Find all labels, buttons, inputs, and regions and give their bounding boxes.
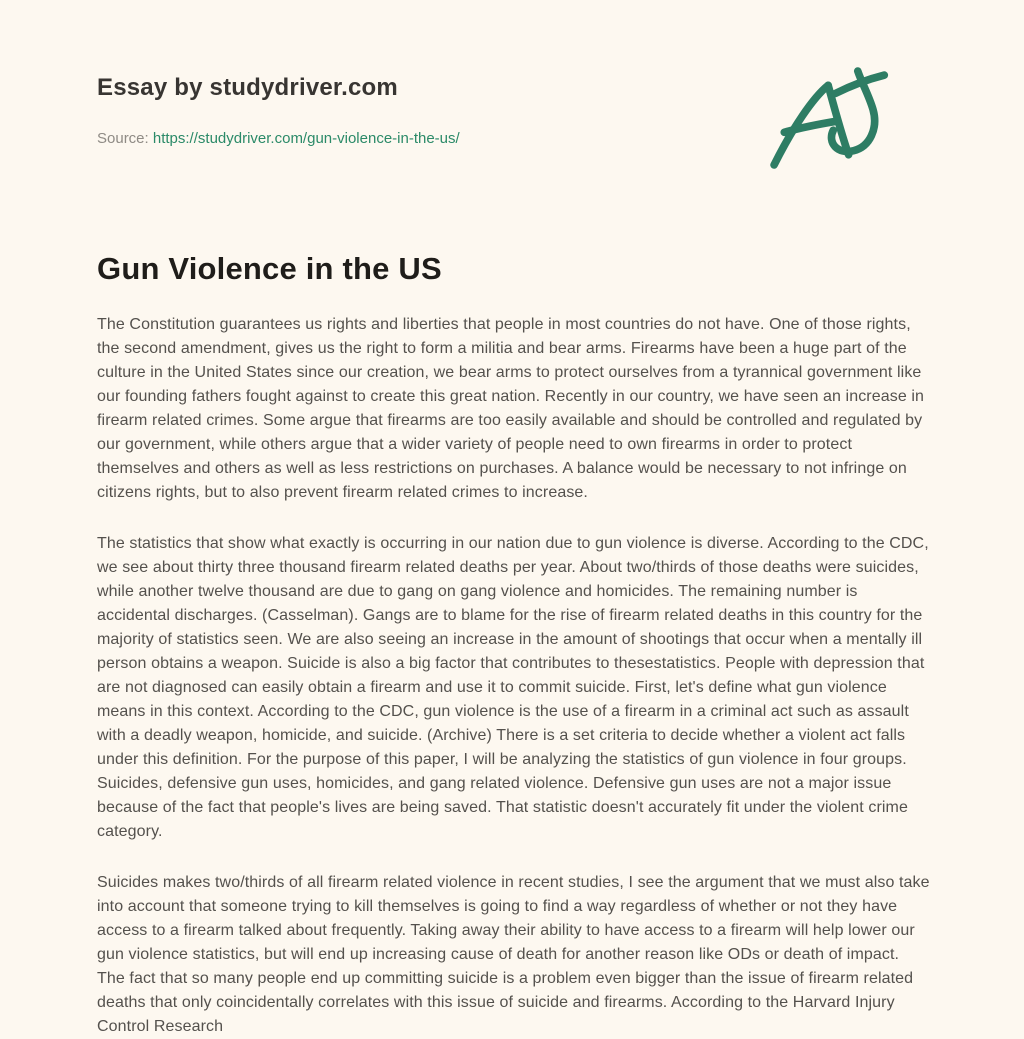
essay-article xyxy=(97,250,930,1039)
header-text-block xyxy=(97,68,460,148)
essay-title: Gun Violence in the US xyxy=(97,251,442,286)
essay-paragraph-1: The Constitution guarantees us rights and liberties that people in most countries do not have. One of those rights, the second amendment, gives us the right to form a militia and bear arms. Firearms have been a huge part of the culture in the United States since our creation, we bear arms to protect ourselves from a tyrannical government like our founding fathers fought against to create this great nation. Recently in our country, we have seen an increase in firearm related crimes. Some argue that firearms are too easily available and should be controlled and regulated by our government, while others argue that a wider variety of people need to own firearms in order to protect themselves and others as well as less restrictions on purchases. A balance would be necessary to not infringe on citizens rights, but to also prevent firearm related crimes to increase. xyxy=(97,315,925,501)
page-header xyxy=(97,68,930,176)
essay-paragraph-3: Suicides makes two/thirds of all firearm related violence in recent studies, I see the argument that we must also take into account that someone trying to kill themselves is going to find a way regardless of whether or not they have access to a firearm talked about frequently. Taking away their ability to have access to a firearm will help lower our gun violence statistics, but will end up increasing cause of death for another reason like ODs or death of impact. The fact that so many people end up committing suicide is a problem even bigger than the issue of firearm related deaths that only coincidentally correlates with this issue of suicide and firearms. According to the Harvard Injury Control Research xyxy=(97,873,930,1035)
source-label: Source: xyxy=(97,129,153,147)
essay-paragraph-2: The statistics that show what exactly is occurring in our nation due to gun violence is diverse. According to the CDC, we see about thirty three thousand firearm related deaths per year. About two/thirds of those deaths were suicides, while another twelve thousand are due to gang on gang violence and homicides. The remaining number is accidental discharges. (Casselman). Gangs are to blame for the rise of firearm related deaths in this country for the majority of statistics seen. We are also seeing an increase in the amount of shootings that occur when a mentally ill person obtains a weapon. Suicide is also a big factor that contributes to thesestatistics. People with depression that are not diagnosed can easily obtain a firearm and use it to commit suicide. First, let's define what gun violence means in this context. According to the CDC, gun violence is the use of a firearm in a criminal act such as assault with a deadly weapon, homicide, and suicide. (Archive) There is a set criteria to decide whether a violent act falls under this definition. For the purpose of this paper, I will be analyzing the statistics of gun violence in four groups. Suicides, defensive gun uses, homicides, and gang related violence. Defensive gun uses are not a major issue because of the fact that people's lives are being saved. That statistic doesn't accurately fit under the violent crime category. xyxy=(97,534,929,840)
a-plus-logo-icon xyxy=(770,66,918,170)
source-link[interactable]: https://studydriver.com/gun-violence-in-the-us/ xyxy=(152,129,460,147)
source-line xyxy=(97,129,460,149)
site-title: Essay by studydriver.com xyxy=(97,74,398,101)
